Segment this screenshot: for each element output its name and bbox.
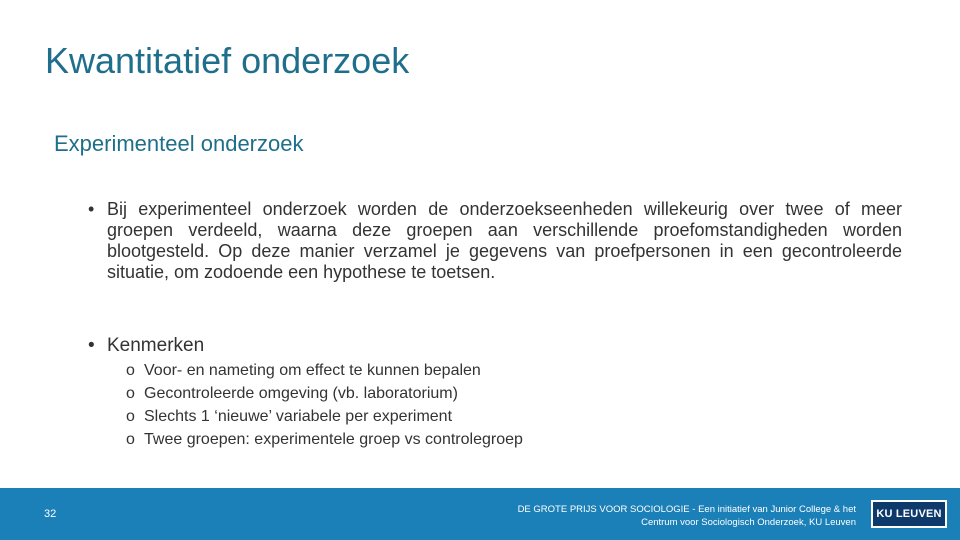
footer-credit — [518, 503, 856, 529]
slide-title: Kwantitatief onderzoek — [45, 40, 410, 81]
bullet-text: Kenmerken — [107, 335, 205, 356]
page-number: 32 — [44, 508, 57, 520]
sub-bullet-marker: o — [126, 431, 135, 448]
bullet-text: Bij experimenteel onderzoek worden de onderzoekseenheden willekeurig over twee of meer groepen verdeeld, waarna deze groepen aan verschillende proefomstandigheden worden blootgesteld. Op deze manier verzamel je gegevens van proefpersonen in een gecontroleerde situatie, om zodoende een hypothese te toetsen. — [107, 199, 902, 282]
bullet-marker: • — [88, 335, 95, 356]
sub-list-text: Gecontroleerde omgeving (vb. laboratorium) — [144, 385, 458, 402]
sub-bullet-marker: o — [126, 362, 135, 379]
sub-list-text: Twee groepen: experimentele groep vs controlegroep — [144, 431, 523, 448]
footer-bar — [0, 488, 960, 540]
sub-bullet-marker: o — [126, 385, 135, 402]
ku-leuven-logo: KU LEUVEN — [871, 500, 947, 528]
bullet-marker: • — [88, 199, 95, 219]
footer-credit-line: DE GROTE PRIJS VOOR SOCIOLOGIE - Een initiatief van Junior College & het — [517, 504, 856, 515]
sub-list-text: Slechts 1 ‘nieuwe’ variabele per experiment — [144, 408, 453, 425]
slide-subtitle: Experimenteel onderzoek — [54, 131, 304, 156]
sub-bullet-marker: o — [126, 408, 135, 425]
sub-list-text: Voor- en nameting om effect te kunnen bepalen — [144, 362, 481, 379]
footer-credit-line: Centrum voor Sociologisch Onderzoek, KU Leuven — [641, 517, 856, 528]
